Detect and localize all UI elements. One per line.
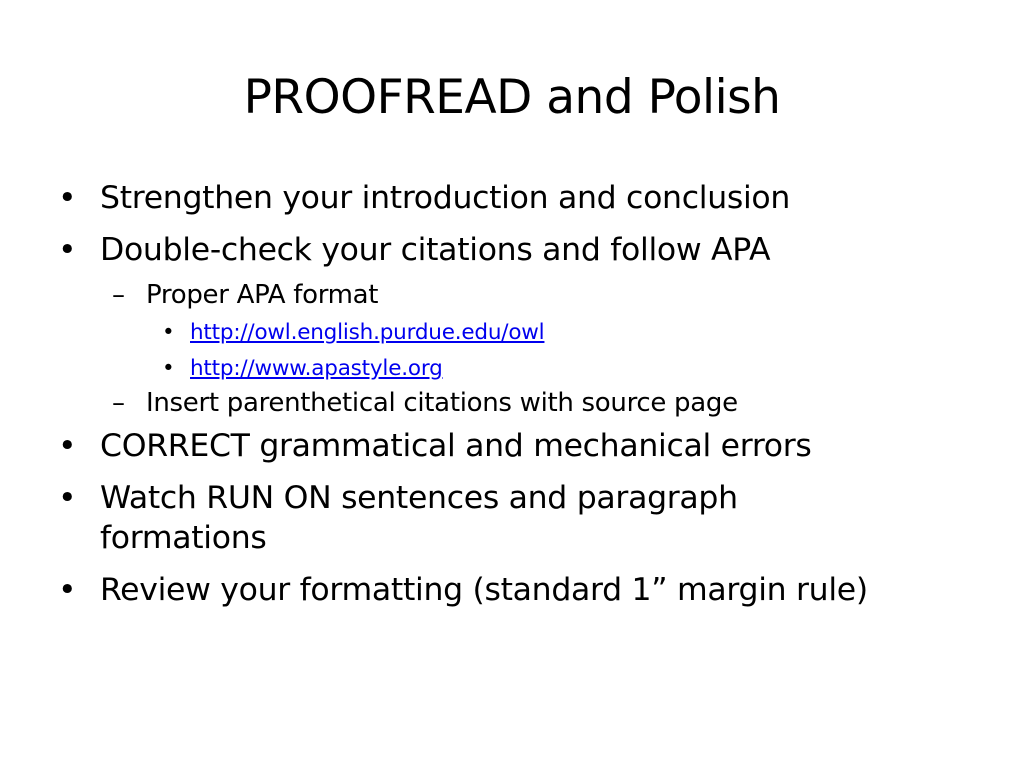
purdue-owl-link[interactable]: http://owl.english.purdue.edu/owl [190, 320, 545, 345]
bullet-text: Watch RUN ON sentences and paragraph formations [100, 480, 738, 556]
sub-bullet-text: Insert parenthetical citations with source page [146, 388, 738, 418]
sub-bullet-item [58, 278, 988, 312]
bullet-item [58, 178, 988, 218]
bullet-icon: • [162, 320, 175, 345]
sub-bullet-text: Proper APA format [146, 280, 379, 310]
bullet-item [58, 478, 860, 558]
bullet-icon: • [58, 180, 77, 216]
slide-title: PROOFREAD and Polish [243, 70, 781, 125]
bullet-item [58, 426, 988, 466]
link-item [58, 318, 988, 347]
bullet-list [58, 178, 988, 622]
dash-icon: – [112, 280, 125, 310]
bullet-text: Review your formatting (standard 1” margin rule) [100, 572, 868, 608]
sub-bullet-item [58, 386, 988, 420]
bullet-item [58, 570, 988, 610]
bullet-text: Strengthen your introduction and conclusion [100, 180, 791, 216]
bullet-icon: • [58, 572, 77, 608]
bullet-text: Double-check your citations and follow APA [100, 232, 771, 268]
bullet-text: CORRECT grammatical and mechanical errors [100, 428, 812, 464]
bullet-icon: • [162, 356, 175, 381]
bullet-icon: • [58, 480, 77, 516]
bullet-icon: • [58, 428, 77, 464]
link-item [58, 354, 988, 383]
apastyle-link[interactable]: http://www.apastyle.org [190, 356, 443, 381]
dash-icon: – [112, 388, 125, 418]
bullet-icon: • [58, 232, 77, 268]
bullet-item [58, 230, 988, 270]
